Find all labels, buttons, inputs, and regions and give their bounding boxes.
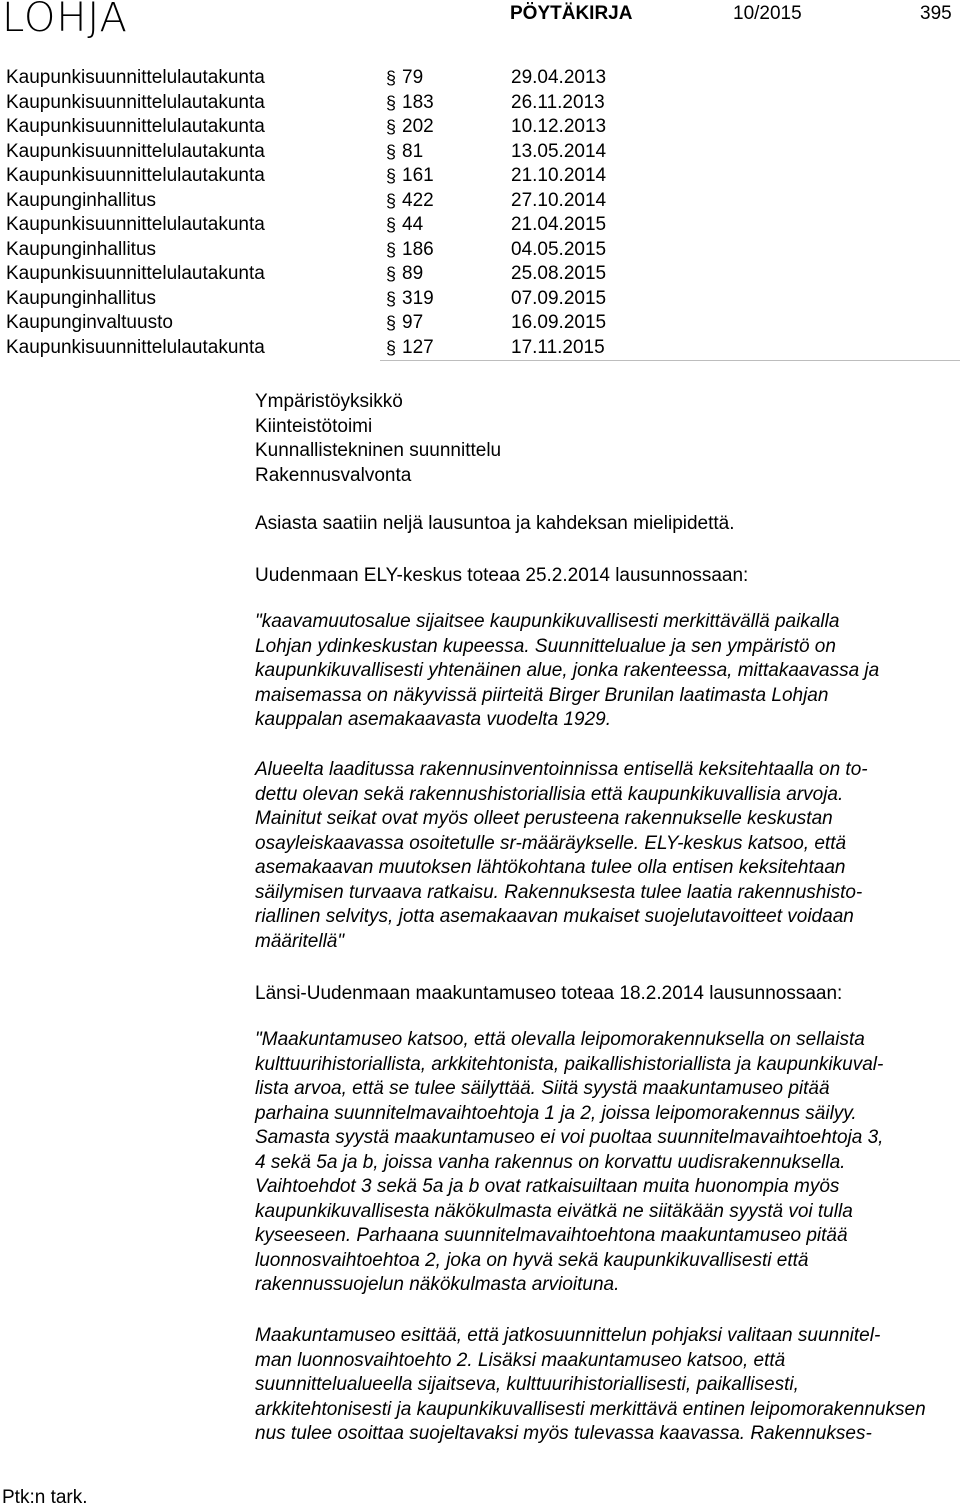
reference-row: [6, 238, 960, 263]
text-line: osayleiskaavassa osoitetulle sr-määräykselle. ELY-keskus katsoo, että: [255, 832, 847, 854]
reference-row: [6, 213, 960, 238]
text-line: "Maakuntamuseo katsoo, että olevalla leipomorakennuksella on sellaista: [255, 1029, 865, 1050]
intro-text: Asiasta saatiin neljä lausuntoa ja kahdeksan mielipidettä.: [255, 513, 735, 534]
reference-body: Kaupunkisuunnittelulautakunta: [6, 336, 265, 358]
reference-number: 89: [402, 263, 424, 284]
reference-date: 10.12.2013: [511, 116, 607, 137]
text-line: luonnosvaihtoehtoa 2, joka on hyvä sekä kaupunkikuvallisesti että: [255, 1249, 809, 1271]
reference-date: 27.10.2014: [511, 189, 607, 211]
section-sign: §: [386, 264, 397, 284]
reference-number: 183: [402, 91, 434, 113]
reference-body: Kaupunginhallitus: [6, 287, 157, 309]
reference-row: [6, 262, 960, 287]
text-line: Maakuntamuseo esittää, että jatkosuunnittelun pohjaksi valitaan suunnitel-: [255, 1325, 881, 1346]
section-sign: §: [386, 313, 397, 333]
section-sign: §: [386, 337, 397, 358]
unit-item: Kunnallistekninen suunnittelu: [255, 440, 502, 461]
reference-body: Kaupunginhallitus: [6, 189, 157, 211]
reference-number: 81: [402, 140, 424, 162]
section-sign: §: [386, 92, 397, 113]
reference-date: 21.10.2014: [511, 165, 607, 186]
section-sign: §: [386, 215, 397, 235]
reference-number: 79: [402, 67, 424, 88]
text-line: Samasta syystä maakuntamuseo ei voi puoltaa suunnitelmavaihtoehtoja 3,: [255, 1127, 884, 1148]
section-divider: [380, 360, 960, 361]
reference-row: [6, 66, 960, 91]
reference-row: [6, 140, 960, 165]
city-logo: LOHJA: [2, 0, 128, 41]
reference-body: Kaupunginvaltuusto: [6, 312, 173, 333]
ely-heading: Uudenmaan ELY-keskus toteaa 25.2.2014 lausunnossaan:: [255, 565, 749, 586]
text-line: "kaavamuutosalue sijaitsee kaupunkikuvallisesti merkittävällä paikalla: [255, 611, 840, 632]
text-line: säilymisen turvaava ratkaisu. Rakennuksesta tulee laatia rakennushisto-: [255, 881, 863, 903]
text-line: rakennussuojelun näkökulmasta arvioituna.: [255, 1274, 620, 1295]
reference-number: 186: [402, 238, 434, 260]
reference-body: Kaupunkisuunnittelulautakunta: [6, 67, 265, 88]
reference-row: [6, 287, 960, 312]
reference-date: 21.04.2015: [511, 214, 607, 235]
text-line: kulttuurihistoriallista, arkkitehtonista, paikallishistoriallista ja kaupunkikuval-: [255, 1053, 884, 1075]
text-line: kyseeseen. Parhaana suunnitelmavaihtoehtona maakuntamuseo pitää: [255, 1225, 848, 1246]
museum-heading: Länsi-Uudenmaan maakuntamuseo toteaa 18.2.2014 lausunnossaan:: [255, 983, 843, 1004]
section-sign: §: [386, 141, 397, 162]
reference-number: 44: [402, 214, 424, 235]
reference-row: [6, 91, 960, 116]
reference-date: 29.04.2013: [511, 67, 607, 88]
text-line: kauppalan asemakaavasta vuodelta 1929.: [255, 709, 611, 730]
text-line: määritellä": [255, 930, 345, 952]
reference-number: 422: [402, 189, 434, 211]
reference-body: Kaupunkisuunnittelulautakunta: [6, 91, 265, 113]
text-line: 4 sekä 5a ja b, joissa vanha rakennus on korvattu uudisrakennuksella.: [255, 1151, 846, 1173]
reference-row: [6, 189, 960, 214]
page-number: 395: [920, 3, 952, 24]
reference-number: 319: [402, 287, 434, 309]
text-line: arkkitehtonisesti ja kaupunkikuvallisesti merkittävä entinen leipomorakennuksen: [255, 1398, 926, 1420]
text-line: parhaina suunnitelmavaihtoehtoja 1 ja 2, joissa leipomorakennus säilyy.: [255, 1102, 857, 1124]
reference-body: Kaupunkisuunnittelulautakunta: [6, 165, 265, 186]
reference-row: [6, 115, 960, 140]
unit-list: [255, 390, 501, 488]
section-sign: §: [386, 117, 397, 137]
museum-quote-paragraph-1: [255, 1028, 883, 1298]
reference-body: Kaupunginhallitus: [6, 238, 157, 260]
unit-item: Kiinteistötoimi: [255, 415, 373, 437]
reference-body: Kaupunkisuunnittelulautakunta: [6, 214, 265, 235]
museum-quote-paragraph-2: [255, 1324, 926, 1447]
text-line: asemakaavan muutoksen lähtökohtana tulee olla entisen keksitehtaan: [255, 857, 846, 878]
text-line: Mainitut seikat ovat myös olleet perusteena rakennukselle keskustan: [255, 808, 833, 829]
section-sign: §: [386, 239, 397, 260]
reference-date: 17.11.2015: [511, 336, 605, 358]
text-line: dettu olevan sekä rakennushistoriallisia että kaupunkikuvallisia arvoja.: [255, 783, 844, 805]
text-line: Vaihtoehdot 3 sekä 5a ja b ovat ratkaisuiltaan muita huonompia myös: [255, 1176, 840, 1197]
text-line: maisemassa on näkyvissä piirteitä Birger Brunilan laatimasta Lohjan: [255, 684, 829, 706]
reference-date: 13.05.2014: [511, 140, 607, 162]
text-line: lista arvoa, että se tulee säilyttää. Siitä syystä maakuntamuseo pitää: [255, 1078, 830, 1099]
section-sign: §: [386, 190, 397, 211]
document-type: PÖYTÄKIRJA: [510, 3, 633, 24]
reference-row: [6, 164, 960, 189]
unit-item: Rakennusvalvonta: [255, 464, 412, 486]
reference-number: 97: [402, 312, 424, 333]
unit-item: Ympäristöyksikkö: [255, 391, 403, 412]
reference-date: 07.09.2015: [511, 287, 607, 309]
text-line: riallinen selvitys, jotta asemakaavan mukaiset suojelutavoitteet voidaan: [255, 906, 854, 927]
footer-check-label: Ptk:n tark.: [2, 1487, 88, 1508]
reference-date: 16.09.2015: [511, 312, 607, 333]
text-line: kaupunkikuvallisesta näkökulmasta eivätkä ne siitäkään syystä voi tulla: [255, 1200, 853, 1222]
document-number: 10/2015: [733, 3, 802, 24]
reference-row: [6, 311, 960, 336]
reference-date: 26.11.2013: [511, 91, 605, 113]
reference-date: 25.08.2015: [511, 263, 607, 284]
reference-body: Kaupunkisuunnittelulautakunta: [6, 116, 265, 137]
section-sign: §: [386, 166, 397, 186]
reference-body: Kaupunkisuunnittelulautakunta: [6, 263, 265, 284]
reference-body: Kaupunkisuunnittelulautakunta: [6, 140, 265, 162]
reference-row: [6, 336, 960, 361]
text-line: suunnittelualueella sijaitseva, kulttuurihistoriallisesti, paikallisesti,: [255, 1374, 799, 1395]
section-sign: §: [386, 288, 397, 309]
reference-date: 04.05.2015: [511, 238, 607, 260]
ely-quote-paragraph-2: [255, 758, 868, 954]
section-sign: §: [386, 68, 397, 88]
text-line: Lohjan ydinkeskustan kupeessa. Suunnittelualue ja sen ympäristö on: [255, 635, 836, 657]
text-line: nus tulee osoittaa suojeltavaksi myös tulevassa kaavassa. Rakennukses-: [255, 1423, 872, 1444]
reference-number: 161: [402, 165, 434, 186]
ely-quote-paragraph-1: [255, 610, 879, 733]
text-line: kaupunkikuvallisesti yhtenäinen alue, jonka rakenteessa, mittakaavassa ja: [255, 660, 880, 681]
text-line: Alueelta laaditussa rakennusinventoinnissa entisellä keksitehtaalla on to-: [255, 759, 868, 780]
text-line: man luonnosvaihtoehto 2. Lisäksi maakuntamuseo katsoo, että: [255, 1349, 786, 1371]
reference-list: [6, 66, 960, 360]
page-header: [0, 0, 960, 46]
reference-number: 202: [402, 116, 434, 137]
reference-number: 127: [402, 336, 434, 358]
